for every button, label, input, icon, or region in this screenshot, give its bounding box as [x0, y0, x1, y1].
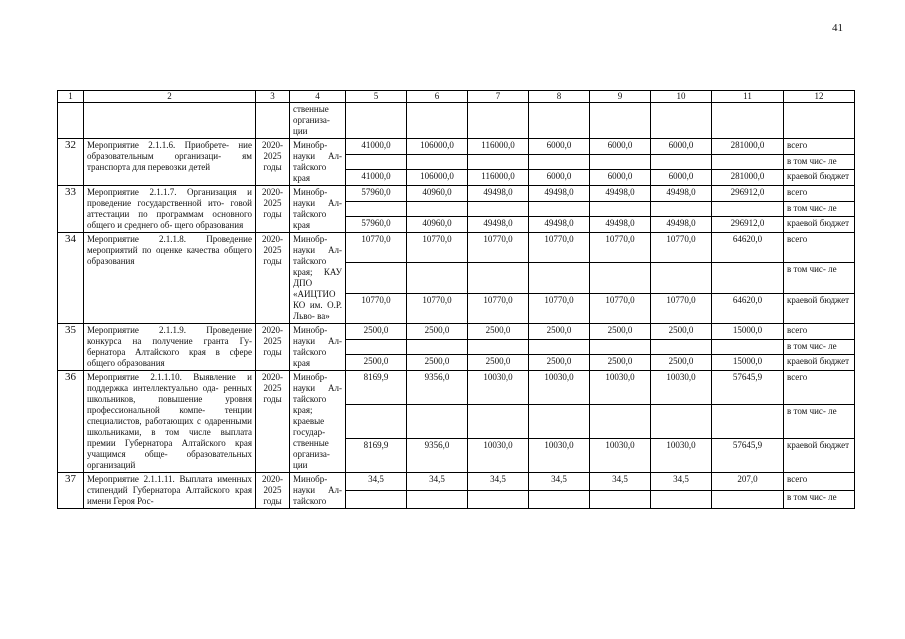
amount-cell: 10770,0 [407, 293, 468, 323]
table-row [58, 324, 855, 340]
source-label: всего [784, 473, 855, 491]
amount-cell: 2500,0 [529, 355, 590, 371]
amount-cell: 41000,0 [346, 139, 407, 155]
amount-cell: 106000,0 [407, 170, 468, 186]
empty-cell [407, 201, 468, 217]
amount-cell: 49498,0 [651, 186, 712, 202]
empty-cell [590, 154, 651, 170]
source-label: краевой бюджет [784, 293, 855, 323]
amount-cell: 49498,0 [651, 217, 712, 233]
source-label: в том чис- ле [784, 405, 855, 439]
amount-cell: 49498,0 [468, 217, 529, 233]
amount-cell: 40960,0 [407, 217, 468, 233]
empty-cell [468, 491, 529, 509]
years-cell: 2020- 2025 годы [256, 371, 290, 473]
column-header: 5 [346, 91, 407, 103]
column-header: 10 [651, 91, 712, 103]
empty-cell [712, 201, 784, 217]
amount-cell: 2500,0 [468, 355, 529, 371]
amount-cell: 34,5 [651, 473, 712, 491]
empty-cell [529, 405, 590, 439]
empty-cell [651, 263, 712, 293]
empty-cell [346, 201, 407, 217]
amount-cell: 10770,0 [468, 293, 529, 323]
table-row [58, 473, 855, 491]
source-label: краевой бюджет [784, 217, 855, 233]
empty-cell [651, 154, 712, 170]
amount-cell: 2500,0 [346, 355, 407, 371]
executor-cell: Минобр- науки Ал- тайского [290, 473, 346, 509]
empty-cell [407, 339, 468, 355]
source-label: краевой бюджет [784, 355, 855, 371]
amount-cell: 49498,0 [590, 186, 651, 202]
source-label: краевой бюджет [784, 439, 855, 473]
amount-cell: 2500,0 [407, 355, 468, 371]
executor-cell: ственные организа- ции [290, 103, 346, 139]
amount-cell: 6000,0 [651, 170, 712, 186]
amount-cell: 10030,0 [529, 439, 590, 473]
amount-cell: 2500,0 [590, 324, 651, 340]
continuation-row [58, 103, 855, 139]
years-cell: 2020- 2025 годы [256, 324, 290, 371]
row-number: 32 [58, 139, 84, 186]
row-number: 35 [58, 324, 84, 371]
amount-cell: 296912,0 [712, 186, 784, 202]
column-header: 4 [290, 91, 346, 103]
amount-cell: 10770,0 [590, 233, 651, 263]
amount-cell: 10770,0 [590, 293, 651, 323]
amount-cell: 10770,0 [529, 233, 590, 263]
empty-cell [346, 263, 407, 293]
empty-cell [529, 339, 590, 355]
amount-cell: 281000,0 [712, 139, 784, 155]
source-label: всего [784, 233, 855, 263]
executor-cell: Минобр- науки Ал- тайского края [290, 186, 346, 233]
empty-cell [590, 263, 651, 293]
amount-cell: 10770,0 [407, 233, 468, 263]
amount-cell: 10030,0 [651, 439, 712, 473]
empty-cell [468, 405, 529, 439]
table-header-row [58, 91, 855, 103]
page-number: 41 [832, 22, 843, 34]
amount-cell: 6000,0 [529, 170, 590, 186]
empty-cell [712, 154, 784, 170]
amount-cell: 10030,0 [468, 439, 529, 473]
amount-cell: 10770,0 [346, 293, 407, 323]
table-row [58, 139, 855, 155]
executor-cell: Минобр- науки Ал- тайского края; КАУ ДПО «АИЦТИО КО им. О.Р. Льво- ва» [290, 233, 346, 324]
amount-cell: 15000,0 [712, 324, 784, 340]
amount-cell: 15000,0 [712, 355, 784, 371]
column-header: 11 [712, 91, 784, 103]
row-number: 34 [58, 233, 84, 324]
amount-cell: 2500,0 [651, 355, 712, 371]
empty-cell [407, 154, 468, 170]
years-cell: 2020- 2025 годы [256, 139, 290, 186]
executor-cell: Минобр- науки Ал- тайского края; краевые государ- ственные организа- ции [290, 371, 346, 473]
amount-cell: 6000,0 [590, 139, 651, 155]
empty-cell [529, 154, 590, 170]
empty-cell [712, 263, 784, 293]
amount-cell: 10030,0 [590, 371, 651, 405]
empty-cell [712, 339, 784, 355]
amount-cell: 10770,0 [651, 293, 712, 323]
column-header: 3 [256, 91, 290, 103]
amount-cell: 10770,0 [346, 233, 407, 263]
years-cell: 2020- 2025 годы [256, 186, 290, 233]
row-number: 33 [58, 186, 84, 233]
table-row [58, 186, 855, 202]
amount-cell: 2500,0 [651, 324, 712, 340]
empty-cell [590, 405, 651, 439]
amount-cell: 10770,0 [529, 293, 590, 323]
amount-cell: 64620,0 [712, 293, 784, 323]
amount-cell: 10770,0 [651, 233, 712, 263]
empty-cell [590, 491, 651, 509]
amount-cell: 106000,0 [407, 139, 468, 155]
empty-cell [529, 263, 590, 293]
amount-cell: 6000,0 [590, 170, 651, 186]
empty-cell [346, 154, 407, 170]
column-header: 8 [529, 91, 590, 103]
empty-cell [346, 339, 407, 355]
empty-cell [468, 263, 529, 293]
source-label: всего [784, 324, 855, 340]
table-rows [58, 139, 855, 509]
amount-cell: 40960,0 [407, 186, 468, 202]
amount-cell: 49498,0 [590, 217, 651, 233]
empty-cell [651, 491, 712, 509]
empty-cell [529, 491, 590, 509]
empty-cell [712, 491, 784, 509]
empty-cell [346, 405, 407, 439]
amount-cell: 34,5 [468, 473, 529, 491]
amount-cell: 10030,0 [529, 371, 590, 405]
empty-cell [651, 339, 712, 355]
source-label: в том чис- ле [784, 201, 855, 217]
amount-cell: 10030,0 [651, 371, 712, 405]
years-cell: 2020- 2025 годы [256, 473, 290, 509]
amount-cell: 57645,9 [712, 439, 784, 473]
measure-name: Мероприятие 2.1.1.10. Выявление и поддержка интеллектуально ода- ренных школьников, повышение уровня профессиональной компе- тенции специалистов, работающих с одаренными школьниками, в том числе выплата премии Губернатора Алтайского края учащимся обще- образовательных организаций [84, 371, 256, 473]
column-header: 2 [84, 91, 256, 103]
amount-cell: 296912,0 [712, 217, 784, 233]
column-header: 12 [784, 91, 855, 103]
column-header: 1 [58, 91, 84, 103]
empty-cell [590, 339, 651, 355]
budget-table [57, 90, 855, 509]
amount-cell: 41000,0 [346, 170, 407, 186]
amount-cell: 34,5 [529, 473, 590, 491]
amount-cell: 116000,0 [468, 139, 529, 155]
column-header: 6 [407, 91, 468, 103]
amount-cell: 2500,0 [590, 355, 651, 371]
source-label: всего [784, 139, 855, 155]
amount-cell: 34,5 [590, 473, 651, 491]
amount-cell: 49498,0 [529, 186, 590, 202]
amount-cell: 116000,0 [468, 170, 529, 186]
empty-cell [712, 405, 784, 439]
empty-cell [468, 201, 529, 217]
measure-name: Мероприятие 2.1.1.9. Проведение конкурса на получение гранта Гу- бернатора Алтайского края в сфере общего образования [84, 324, 256, 371]
empty-cell [407, 491, 468, 509]
source-label: краевой бюджет [784, 170, 855, 186]
empty-cell [529, 201, 590, 217]
amount-cell: 207,0 [712, 473, 784, 491]
amount-cell: 64620,0 [712, 233, 784, 263]
column-header: 7 [468, 91, 529, 103]
amount-cell: 10030,0 [468, 371, 529, 405]
source-label: всего [784, 371, 855, 405]
years-cell: 2020- 2025 годы [256, 233, 290, 324]
source-label: в том чис- ле [784, 263, 855, 293]
empty-cell [651, 201, 712, 217]
amount-cell: 2500,0 [529, 324, 590, 340]
amount-cell: 34,5 [407, 473, 468, 491]
amount-cell: 6000,0 [529, 139, 590, 155]
row-number: 37 [58, 473, 84, 509]
table-row [58, 371, 855, 405]
measure-name: Мероприятие 2.1.1.8. Проведение мероприятий по оценке качества общего образования [84, 233, 256, 324]
amount-cell: 6000,0 [651, 139, 712, 155]
amount-cell: 2500,0 [407, 324, 468, 340]
measure-name: Мероприятие 2.1.1.6. Приобрете- ние образовательным организаци- ям транспорта для перевозки детей [84, 139, 256, 186]
column-header: 9 [590, 91, 651, 103]
amount-cell: 49498,0 [468, 186, 529, 202]
empty-cell [346, 491, 407, 509]
row-number: 36 [58, 371, 84, 473]
amount-cell: 57960,0 [346, 186, 407, 202]
empty-cell [407, 263, 468, 293]
executor-cell: Минобр- науки Ал- тайского края [290, 139, 346, 186]
source-label: в том чис- ле [784, 154, 855, 170]
executor-cell: Минобр- науки Ал- тайского края [290, 324, 346, 371]
amount-cell: 34,5 [346, 473, 407, 491]
source-label: всего [784, 186, 855, 202]
amount-cell: 8169,9 [346, 371, 407, 405]
amount-cell: 57960,0 [346, 217, 407, 233]
amount-cell: 9356,0 [407, 439, 468, 473]
empty-cell [468, 339, 529, 355]
empty-cell [468, 154, 529, 170]
empty-cell [407, 405, 468, 439]
amount-cell: 9356,0 [407, 371, 468, 405]
amount-cell: 2500,0 [468, 324, 529, 340]
empty-cell [651, 405, 712, 439]
amount-cell: 8169,9 [346, 439, 407, 473]
empty-cell [590, 201, 651, 217]
amount-cell: 57645,9 [712, 371, 784, 405]
amount-cell: 10030,0 [590, 439, 651, 473]
source-label: в том чис- ле [784, 339, 855, 355]
amount-cell: 2500,0 [346, 324, 407, 340]
measure-name: Мероприятие 2.1.1.11. Выплата именных стипендий Губернатора Алтайского края имени Героя Рос- [84, 473, 256, 509]
measure-name: Мероприятие 2.1.1.7. Организация и проведение государственной ито- говой аттестации по программам основного общего и среднего об- щего образования [84, 186, 256, 233]
amount-cell: 49498,0 [529, 217, 590, 233]
amount-cell: 281000,0 [712, 170, 784, 186]
source-label: в том чис- ле [784, 491, 855, 509]
amount-cell: 10770,0 [468, 233, 529, 263]
table-row [58, 233, 855, 263]
